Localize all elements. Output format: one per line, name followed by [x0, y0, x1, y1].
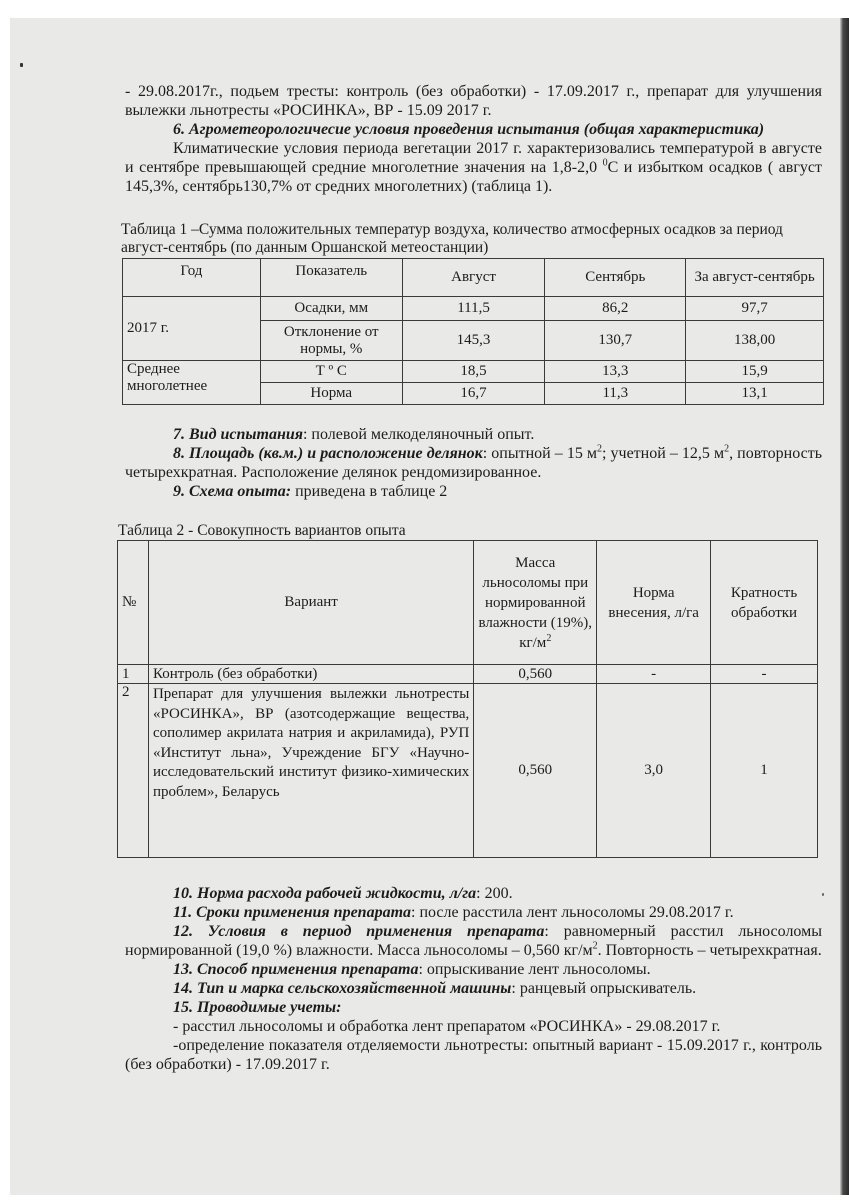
- sep-value: 130,7: [545, 321, 686, 361]
- sep-value: 86,2: [545, 297, 686, 321]
- section13-text: : опрыскивание лент льносоломы.: [418, 961, 651, 978]
- table-row: [123, 297, 824, 321]
- section11-text: : после расстила лент льносоломы 29.08.2017 г.: [411, 904, 734, 921]
- row-mass: 0,560: [474, 684, 597, 858]
- section9-text: приведена в таблице 2: [291, 483, 448, 500]
- section6-text: [125, 139, 822, 196]
- section12-text-b: . Повторность – четырехкратная.: [597, 942, 822, 959]
- section12-title: 12. Условия в период применения препарата: [173, 923, 545, 940]
- section6-title: 6. Агрометеорологичесие условия проведения испытания (общая характеристика): [173, 121, 765, 138]
- section9: [125, 482, 822, 501]
- section7-title: 7. Вид испытания: [173, 426, 303, 443]
- header-total: За август-сентябрь: [686, 259, 824, 297]
- section8-text-a: : опытной – 15 м: [482, 445, 598, 462]
- section11-title: 11. Сроки применения препарата: [173, 904, 412, 921]
- header-mass: [474, 541, 597, 665]
- section12: [125, 922, 822, 960]
- section14: [125, 979, 822, 998]
- header-year: Год: [123, 259, 261, 297]
- sep-value: 11,3: [545, 383, 686, 405]
- sup: 2: [592, 940, 598, 952]
- section15-item: - расстил льносоломы и обработка лент препаратом «РОСИНКА» - 29.08.2017 г.: [173, 1018, 721, 1035]
- section8-title: 8. Площадь (кв.м.) и расположение делянок: [173, 445, 483, 462]
- table-row: [123, 361, 824, 383]
- row-variant: Контроль (без обработки): [148, 665, 473, 684]
- total-value: 97,7: [686, 297, 824, 321]
- row-num: 1: [118, 665, 149, 684]
- section6-heading: [125, 120, 822, 139]
- section14-text: : ранцевый опрыскиватель.: [511, 980, 697, 997]
- aug-value: 16,7: [402, 383, 545, 405]
- table-row: [118, 665, 818, 684]
- section10-title: 10. Норма расхода рабочей жидкости, л/га: [173, 885, 477, 902]
- table1: [122, 258, 824, 405]
- row-num: 2: [118, 684, 149, 858]
- aug-value: 18,5: [402, 361, 545, 383]
- section14-title: 14. Тип и марка сельскохозяйственной машины: [173, 980, 512, 997]
- section12-text-a: : равномерный расстил льносоломы нормированной (19,0 %) влажности. Масса льносоломы – 0,560 кг/м: [125, 923, 823, 959]
- table2-caption: Таблица 2 - Совокупность вариантов опыта: [118, 522, 406, 539]
- header-rate: Норма внесения, л/га: [597, 541, 711, 665]
- sections-7-9: [125, 425, 822, 501]
- scan-speck: [822, 893, 824, 896]
- section6-text-b: С и избытком осадков ( август 145,3%, сентябрь130,7% от средних многолетних) (таблица 1).: [125, 159, 822, 195]
- intro-text: - 29.08.2017г., подьем тресты: контроль (без обработки) - 17.09.2017 г., препарат для улучшения вылежки льнотресты «РОСИНКА», ВР - 15.09 2017 г.: [125, 83, 822, 119]
- total-value: 13,1: [686, 383, 824, 405]
- section8-text-c: , повторность четырехкратная. Расположение делянок рендомизированное.: [125, 445, 823, 481]
- degree-sup: 0: [602, 157, 608, 169]
- table2: [117, 540, 818, 858]
- row-rate: -: [597, 665, 711, 684]
- table2-header-row: [118, 541, 818, 665]
- sections-10-15: [125, 884, 822, 1074]
- table1-caption: Таблица 1 –Сумма положительных температур воздуха, количество атмосферных осадков за период август-сентябрь (по данным Оршанской метеостанции): [121, 221, 783, 256]
- header-variant: Вариант: [148, 541, 473, 665]
- year-longterm: Среднее многолетнее: [123, 361, 261, 405]
- indicator: Отклонение от нормы, %: [260, 321, 402, 361]
- indicator: Т º С: [260, 361, 402, 383]
- aug-value: 111,5: [402, 297, 545, 321]
- section15-item: -определение показателя отделяемости льнотресты: опытный вариант - 15.09.2017 г., контроль (без обработки) - 17.09.2017 г.: [125, 1037, 822, 1073]
- intro-section: [125, 82, 822, 196]
- row-variant: Препарат для улучшения вылежки льнотресты «РОСИНКА», ВР (азотсодержащие вещества, сополимер акрилата натрия и акриламида), РУП «Институт льна», Учреждение БГУ «Научно-исследовательский институт физико-химических проблем», Беларусь: [148, 684, 473, 858]
- scan-speck: [20, 63, 23, 67]
- page-edge-shadow: [840, 18, 849, 1195]
- sep-value: 13,3: [545, 361, 686, 383]
- table-row: [118, 684, 818, 858]
- header-multiplicity: Кратность обработки: [711, 541, 818, 665]
- section6-text-a: Климатические условия периода вегетации 2017 г. характеризовались температурой в августе и сентябре превышающей средние многолетние значения на 1,8-2,0: [125, 140, 822, 176]
- section8-text-b: ; учетной – 12,5 м: [602, 445, 725, 462]
- section10: [125, 884, 822, 903]
- total-value: 138,00: [686, 321, 824, 361]
- table1-header-row: [123, 259, 824, 297]
- header-august: Август: [402, 259, 545, 297]
- row-rate: 3,0: [597, 684, 711, 858]
- header-indicator: Показатель: [260, 259, 402, 297]
- section10-text: : 200.: [476, 885, 513, 902]
- indicator: Осадки, мм: [260, 297, 402, 321]
- sup: 2: [724, 443, 730, 455]
- header-num: №: [118, 541, 149, 665]
- row-mass: 0,560: [474, 665, 597, 684]
- sup: 2: [546, 632, 552, 644]
- row-multiplicity: 1: [711, 684, 818, 858]
- section13-title: 13. Способ применения препарата: [173, 961, 419, 978]
- header-september: Сентябрь: [545, 259, 686, 297]
- section8: [125, 444, 822, 482]
- section15-title: 15. Проводимые учеты:: [173, 999, 342, 1016]
- year-2017: 2017 г.: [123, 297, 261, 361]
- header-mass-label: Масса льносоломы при нормированной влажности (19%), кг/м: [478, 554, 593, 651]
- indicator: Норма: [260, 383, 402, 405]
- section7: [125, 425, 822, 444]
- section11: [125, 903, 822, 922]
- section13: [125, 960, 822, 979]
- total-value: 15,9: [686, 361, 824, 383]
- sup: 2: [597, 443, 603, 455]
- row-multiplicity: -: [711, 665, 818, 684]
- aug-value: 145,3: [402, 321, 545, 361]
- section9-title: 9. Схема опыта:: [173, 483, 292, 500]
- section7-text: : полевой мелкоделяночный опыт.: [302, 426, 535, 443]
- section15: [125, 998, 822, 1017]
